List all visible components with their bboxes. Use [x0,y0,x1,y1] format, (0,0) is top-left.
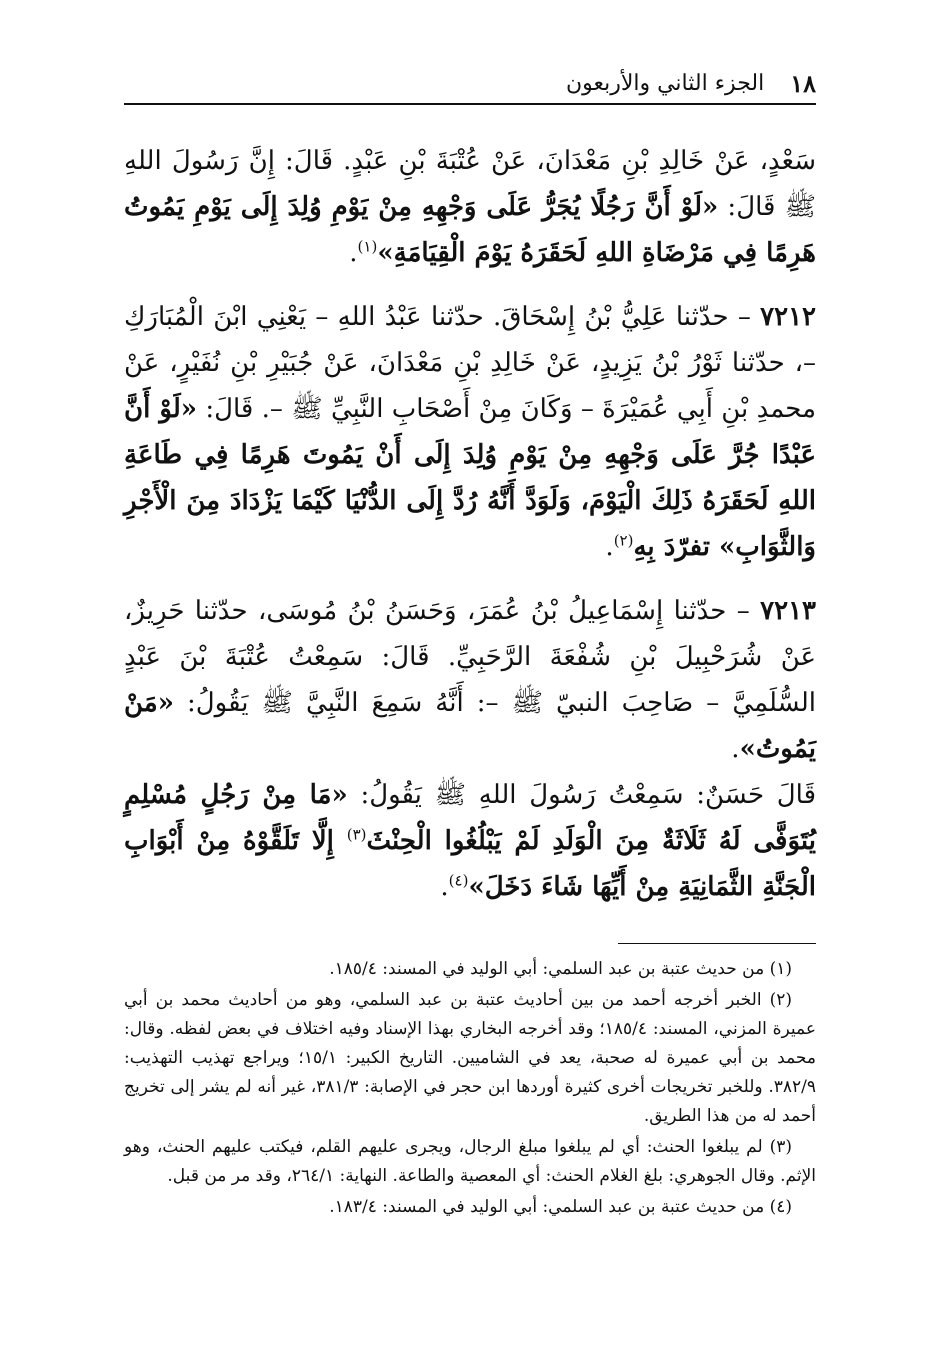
main-text [124,138,816,928]
hadith-text: «مَا مِنْ رَجُلٍ مُسْلِمٍ يُتَوَفَّى لَهُ ثَلَاثَةٌ مِنَ الْوَلَدِ لَمْ يَبْلُغُوا الْحِنْثَ [124,780,817,856]
hadith-text: «لَوْ أَنَّ رَجُلًا يُجَرُّ عَلَى وَجْهِهِ مِنْ يَوْمِ وُلِدَ إِلَى يَوْمِ يَمُوتُ هَرِمًا فِي مَرْضَاةِ اللهِ لَحَقَرَهُ يَوْمَ الْقِيَامَةِ» [124,192,816,268]
paragraph-end: . [731,734,740,764]
hadith-text: «مَنْ يَمُوتُ» [124,688,816,764]
hadith-7213-continued [124,772,816,910]
running-title: الجزء الثاني والأربعون [565,70,765,96]
footnotes [124,955,816,1224]
footnote-ref: (٣) [346,825,367,844]
paragraph-end: . [440,872,449,902]
running-header [124,64,816,102]
hadith-7212 [124,294,816,570]
page-number: ١٨ [790,68,816,98]
isnad-text: سَعْدٍ، عَنْ خَالِدِ بْنِ مَعْدَانَ، عَنْ عُتْبَةَ بْنِ عَبْدٍ. قَالَ: إِنَّ رَسُولَ اللهِ ﷺ قَالَ: [124,146,816,222]
header-rule [124,103,816,105]
isnad-text: قَالَ حَسَنٌ: سَمِعْتُ رَسُولَ اللهِ ﷺ يَقُولُ: [347,780,816,810]
footnote-separator [618,943,816,944]
paragraph-end: . [349,238,358,268]
hadith-number: ٧٢١٣ [760,596,816,626]
footnote-2: (٢) الخبر أخرجه أحمد من بين أحاديث عتبة بن عبد السلمي، وهو من أحاديث محمد بن أبي عميرة المزني، المسند: ١٨٥/٤؛ وقد أخرجه البخاري بهذا الإسناد وفيه اختلاف في بعض لفظه. وقال: محمد بن أبي عميرة له صحبة، يعد في الشاميين. التاريخ الكبير: ١٥/١؛ ويراجع تهذيب التهذيب: ٣٨٢/٩. وللخبر تخريجات أخرى كثيرة أوردها ابن حجر في الإصابة: ٣٨١/٣، غير أنه لم يشر إلى تخريج أحمد له من هذا الطريق. [124,990,816,1126]
footnote-ref: (٤) [448,871,469,890]
isnad-text: – حدّثنا عَلِيُّ بْنُ إِسْحَاقَ. حدّثنا عَبْدُ اللهِ – يَعْنِي ابْنَ الْمُبَارَكِ –، حدّثنا ثَوْرُ بْنُ يَزِيدٍ، عَنْ خَالِدِ بْنِ مَعْدَانَ، عَنْ جُبَيْرِ بْنِ نُفَيْرٍ، عَنْ محمدِ بْنِ أَبِي عُمَيْرَةَ – وَكَانَ مِنْ أَصْحَابِ النَّبِيِّ ﷺ –. قَالَ: [124,302,817,424]
footnote-4: (٤) من حديث عتبة بن عبد السلمي: أبي الوليد في المسند: ١٨٣/٤. [329,1197,792,1217]
hadith-text: «لَوْ أَنَّ عَبْدًا جُرَّ عَلَى وَجْهِهِ مِنْ يَوْمِ وُلِدَ إِلَى أَنْ يَمُوتَ هَرِمًا فِي طَاعَةِ اللهِ لَحَقَرَهُ ذَلِكَ الْيَوْمَ، وَلَوَدَّ أَنَّهُ رُدَّ إِلَى الدُّنْيَا كَيْمَا يَزْدَادَ مِنَ الْأَجْرِ وَالثَّوَابِ» تفرّدَ بِهِ [124,394,816,562]
hadith-7213 [124,588,816,772]
isnad-text: – حدّثنا إِسْمَاعِيلُ بْنُ عُمَرَ، وَحَسَنُ بْنُ مُوسَى، حدّثنا حَرِيزٌ، عَنْ شُرَحْبِيلَ بْنِ شُفْعَةَ الرَّحَبِيِّ. قَالَ: سَمِعْتُ عُتْبَةَ بْنَ عَبْدٍ السُّلَمِيَّ – صَاحِبَ النبيّ ﷺ –: أَنَّهُ سَمِعَ النَّبِيَّ ﷺ يَقُولُ: [124,596,816,718]
hadith-text-2: إِلَّا تَلَقَّوْهُ مِنْ أَبْوَابِ الْجَنَّةِ الثَّمَانِيَةِ مِنْ أَيِّهَا شَاءَ دَخَلَ» [124,826,816,902]
footnote-1: (١) من حديث عتبة بن عبد السلمي: أبي الوليد في المسند: ١٨٥/٤. [329,959,792,979]
footnote-ref: (٢) [613,531,634,550]
paragraph-end: . [605,532,614,562]
paragraph-continuation [124,138,816,276]
hadith-number: ٧٢١٢ [760,302,816,332]
footnote-3: (٣) لم يبلغوا الحنث: أي لم يبلغوا مبلغ الرجال، ويجرى عليهم القلم، فيكتب عليهم الحنث، وهو الإثم. وقال الجوهري: بلغ الغلام الحنث: أي المعصية والطاعة. النهاية: ٢٦٤/١، وقد مر من قبل. [124,1137,816,1186]
footnote-ref: (١) [357,237,378,256]
